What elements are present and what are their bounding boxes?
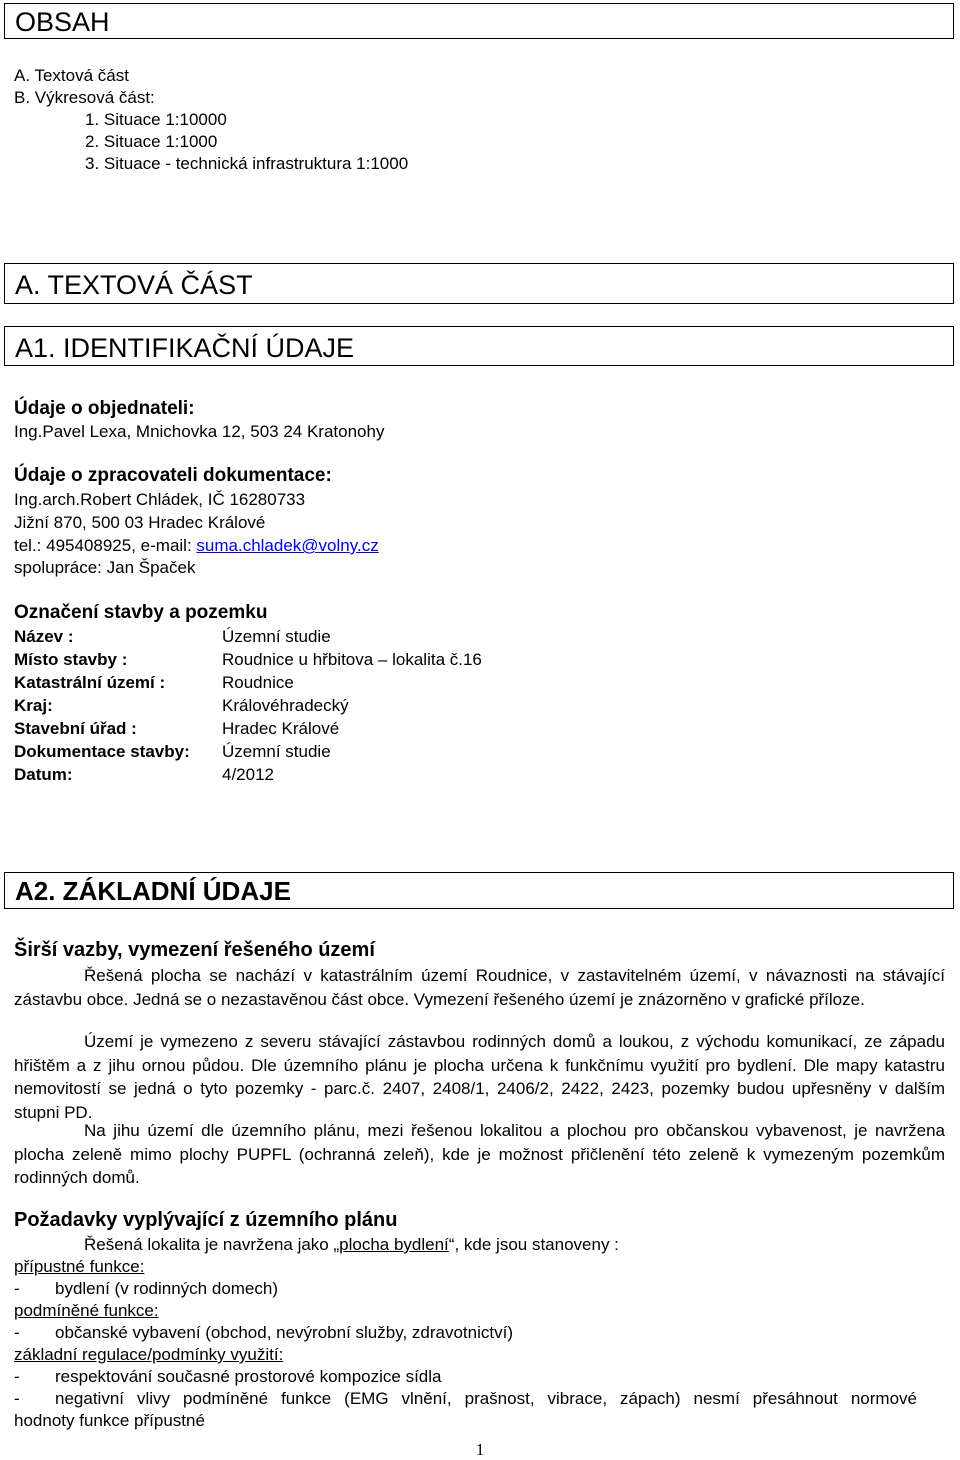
toc-item: A. Textová část: [14, 66, 129, 85]
toc-subitem: 3. Situace - technická infrastruktura 1:1000: [85, 154, 409, 173]
author-line: Ing.arch.Robert Chládek, IČ 16280733: [14, 490, 306, 509]
toc-subitem: 2. Situace 1:1000: [85, 132, 218, 151]
list-item: respektování současné prostorové kompozice sídla: [55, 1367, 442, 1386]
paragraph: Na jihu území dle územního plánu, mezi řešenou lokalitou a plochou pro občanskou vybavenost, je navržena plocha zeleně mimo plochy PUPFL (ochranná zeleň), kde je možnost přičlenění této zeleně k vymezeným pozemkům rodinných domů.: [14, 1121, 945, 1187]
list-item: občanské vybavení (obchod, nevýrobní služby, zdravotnictví): [55, 1323, 513, 1342]
email-link[interactable]: suma.chladek@volny.cz: [196, 536, 379, 555]
section-a-title-box: [4, 263, 954, 304]
list-dash: -: [14, 1367, 20, 1386]
a1-title: A1. IDENTIFIKAČNÍ ÚDAJE: [15, 333, 355, 363]
paragraph: Území je vymezeno z severu stávající zástavbou rodinných domů a loukou, z východu komunikací, ze západu hřištěm a z jihu ornou půdou. Dle územního plánu je plocha určena k funkčnímu využití pro bydlení. Dle mapy katastru nemovitostí se jedná o tyto pozemky - parc.č. 2407, 2408/1, 2406/2, 2422, 2423, pozemky budou upřesněny v dalším stupni PD.: [14, 1032, 945, 1122]
toc-subitem: 1. Situace 1:10000: [85, 110, 227, 129]
field-label-datum: Datum:: [14, 765, 73, 784]
list-item-continuation: hodnoty funkce přípustné: [14, 1411, 205, 1430]
field-label-nazev: Název :: [14, 627, 74, 646]
toc-title: OBSAH: [15, 7, 110, 37]
cooperation-text: spolupráce: Jan Špaček: [14, 558, 196, 577]
field-label-kraj: Kraj:: [14, 696, 53, 715]
field-value-dokumentace: Územní studie: [222, 742, 331, 761]
a2-title: A2. ZÁKLADNÍ ÚDAJE: [15, 876, 291, 906]
field-label-dokumentace: Dokumentace stavby:: [14, 742, 190, 761]
allowed-functions-label: přípustné funkce:: [14, 1257, 145, 1276]
field-value-nazev: Územní studie: [222, 627, 331, 646]
page-number: 1: [475, 1440, 485, 1459]
conditional-functions-label: podmíněné funkce:: [14, 1301, 159, 1320]
a1-title-box: [4, 326, 954, 366]
author-line: Jižní 870, 500 03 Hradec Králové: [14, 513, 266, 532]
wider-heading: Širší vazby, vymezení řešeného území: [14, 939, 375, 961]
toc-title-box: [4, 3, 954, 39]
toc-item: B. Výkresová část:: [14, 88, 155, 107]
tel-text: tel.: 495408925, e-mail:: [14, 536, 197, 555]
field-value-misto: Roudnice u hřbitova – lokalita č.16: [222, 650, 482, 669]
plocha-bydleni-text: „plocha bydlení: [333, 1235, 449, 1254]
field-label-urad: Stavební úřad :: [14, 719, 137, 738]
list-dash: -: [14, 1279, 20, 1298]
field-value-datum: 4/2012: [222, 765, 274, 784]
field-value-katastr: Roudnice: [222, 673, 294, 692]
client-heading: Údaje o objednateli:: [14, 398, 195, 419]
regulation-label: základní regulace/podmínky využití:: [14, 1345, 284, 1364]
a2-title-box: [4, 872, 954, 909]
list-item: negativní vlivy podmíněné funkce (EMG vlnění, prašnost, vibrace, zápach) nesmí přesáhnout normové: [55, 1389, 917, 1408]
field-label-katastr: Katastrální území :: [14, 673, 166, 692]
paragraph: Řešená plocha se nachází v katastrálním území Roudnice, v zastavitelném území, v návaznosti na stávající zástavbu obce. Jedná se o nezastavěnou část obce. Vymezení řešeného území je znázorněno v grafické příloze.: [14, 966, 945, 1009]
field-value-urad: Hradec Králové: [222, 719, 340, 738]
field-value-kraj: Královéhradecký: [222, 696, 349, 715]
section-a-title: A. TEXTOVÁ ČÁST: [15, 270, 253, 300]
list-item: bydlení (v rodinných domech): [55, 1279, 279, 1298]
designation-heading: Označení stavby a pozemku: [14, 602, 268, 623]
client-text: Ing.Pavel Lexa, Mnichovka 12, 503 24 Kratonohy: [14, 422, 385, 441]
requirements-intro: Řešená lokalita je navržena jako „plocha bydlení“, kde jsou stanoveny :: [84, 1235, 619, 1254]
contact-line: [14, 535, 379, 557]
author-heading: Údaje o zpracovateli dokumentace:: [14, 465, 332, 486]
list-dash: -: [14, 1323, 20, 1342]
field-label-misto: Místo stavby :: [14, 650, 128, 669]
list-dash: -: [14, 1389, 20, 1408]
requirements-heading: Požadavky vyplývající z územního plánu: [14, 1209, 398, 1231]
